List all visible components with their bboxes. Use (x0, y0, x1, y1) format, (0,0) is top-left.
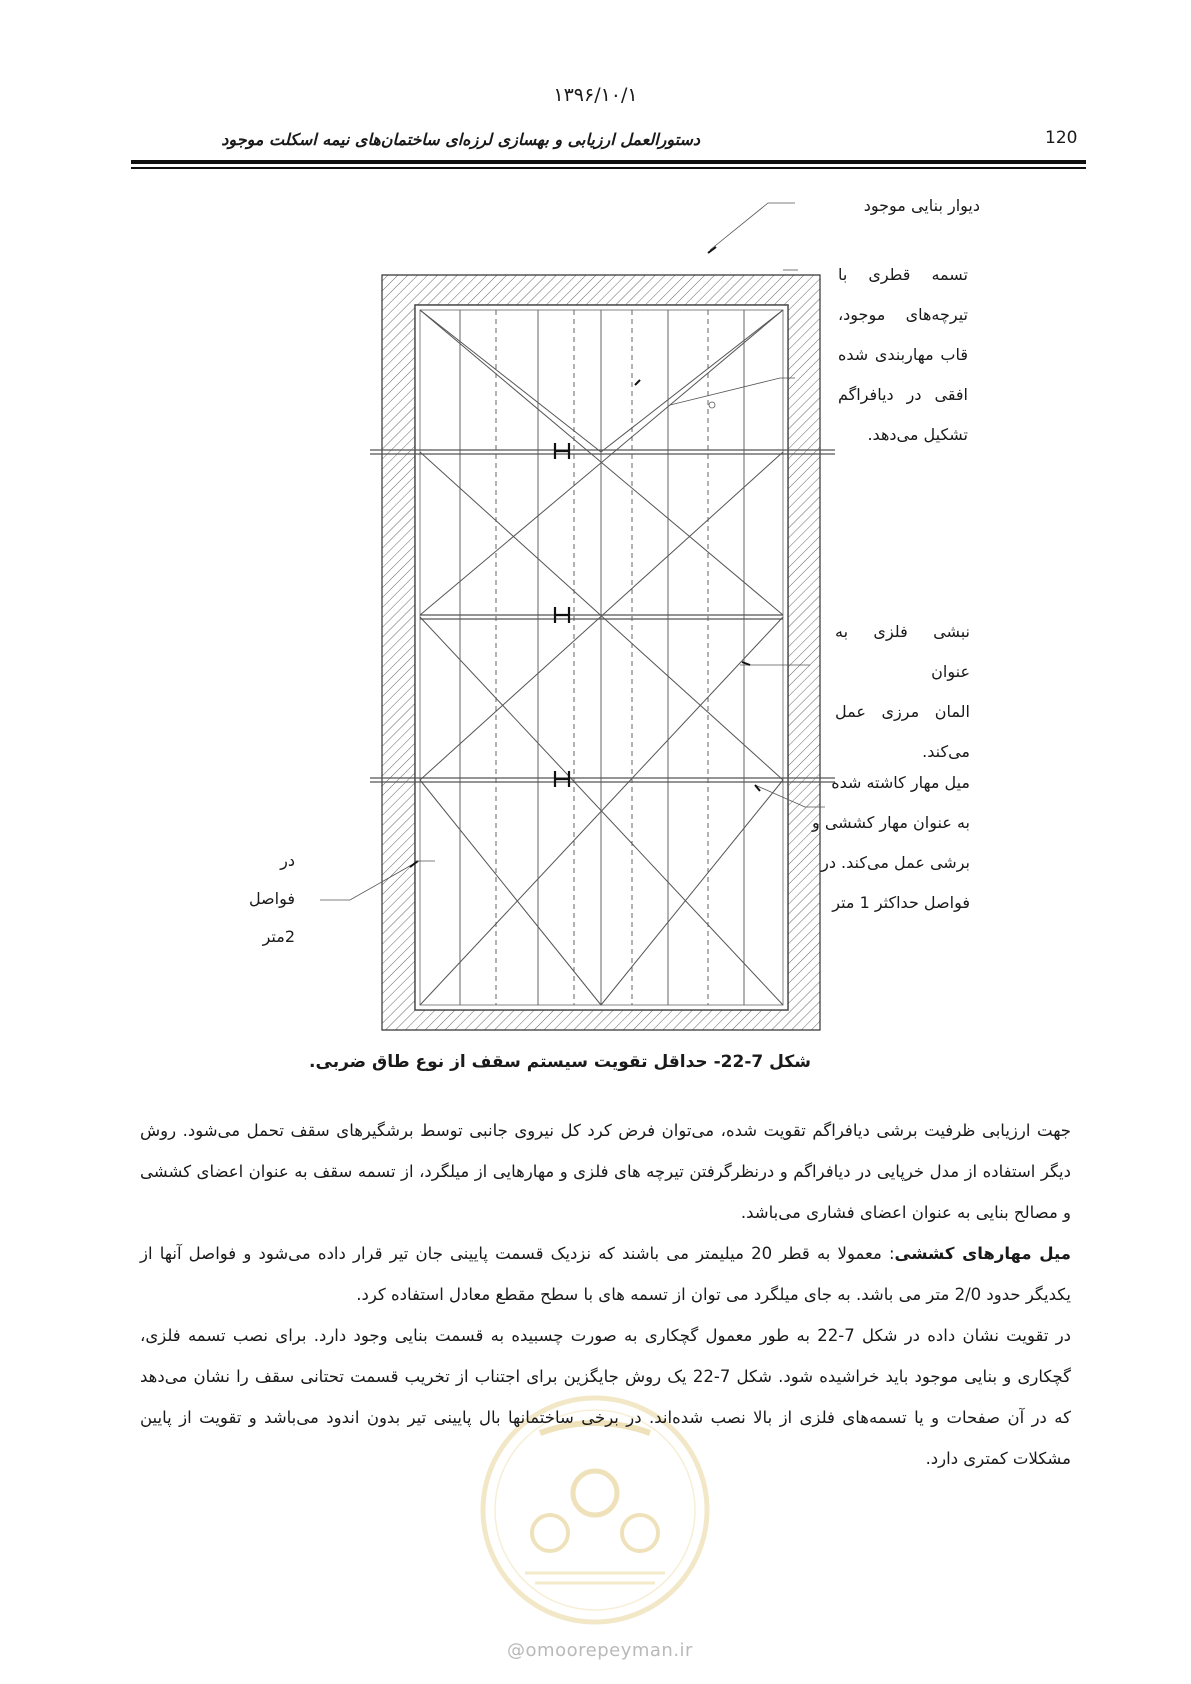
label-diagonal-strap (838, 255, 968, 455)
header-rule-thin (131, 167, 1086, 169)
label-angle (835, 612, 970, 772)
body-text (140, 1110, 1071, 1479)
paragraph-3: در تقویت نشان داده در شکل 7-22 به طور معمول گچکاری به صورت چسبیده به قسمت بنایی وجود دارد. برای نصب تسمه فلزی، گچکاری و بنایی موجود باید خراشیده شود. شکل 7-22 یک روش جایگزین برای اجتناب از تخریب قسمت تحتانی سقف را نشان می‌دهد که در آن صفحات و یا تسمه‌های فلزی از بالا نصب شده‌اند. در برخی ساختمانها بال پایینی تیر بدون اندود می‌باشد و تقویت از پایین مشکلات کمتری دارد. (140, 1326, 1072, 1468)
label-line: برشی عمل می‌کند. در (821, 853, 970, 872)
label-line: قاب مهاربندی شده (838, 345, 968, 364)
label-line: میل مهار کاشته شده (831, 773, 970, 792)
watermark-url: @omoorepeyman.ir (507, 1640, 693, 1661)
label-tie-rod (800, 763, 970, 923)
label-line: 2متر (262, 927, 295, 946)
label-line: نبشی فلزی به عنوان (835, 622, 970, 681)
paragraph-2-heading: میل مهارهای کششی (894, 1244, 1071, 1263)
page-number: 120 (1045, 128, 1078, 148)
label-line: تشکیل می‌دهد. (867, 425, 968, 444)
label-line: به عنوان مهار کششی و (812, 813, 970, 832)
figure-caption: شکل 7-22- حداقل تقویت سیستم سقف از نوع طاق ضربی. (309, 1052, 811, 1072)
label-line: می‌کند. (922, 742, 970, 761)
label-line: المان مرزی عمل (835, 702, 970, 721)
label-spacing (225, 842, 295, 956)
label-line: تسمه قطری با (838, 265, 968, 284)
label-wall: دیوار بنایی موجود (863, 196, 980, 215)
header-rule-thick (131, 160, 1086, 164)
date: ۱۳۹۶/۱۰/۱ (553, 84, 638, 106)
label-line: در (280, 851, 295, 870)
label-line: افقی در دیافراگم (838, 385, 968, 404)
paragraph-1: جهت ارزیابی ظرفیت برشی دیافراگم تقویت شده، می‌توان فرض کرد کل نیروی جانبی توسط برشگیرهای سقف تحمل می‌شود. روش دیگر استفاده از مدل خرپایی در دیافراگم و درنظرگرفتن تیرچه های فلزی و مهارهایی از میلگرد، از تسمه سقف به عنوان اعضای کششی و مصالح بنایی به عنوان اعضای فشاری می‌باشد. (140, 1121, 1071, 1222)
running-title: دستورالعمل ارزیابی و بهسازی لرزه‌ای ساختمان‌های نیمه اسکلت موجود (221, 130, 700, 149)
label-line: فواصل حداکثر 1 متر (832, 893, 970, 912)
label-line: تیرچه‌های موجود، (838, 305, 968, 324)
paragraph-2-text: : معمولا به قطر 20 میلیمتر می باشند که نزدیک قسمت پایینی جان تیر قرار داده می‌شود و فواصل آنها از یکدیگر حدود 2/0 متر می باشد. به جای میلگرد می توان از تسمه های با سطح مقطع معادل استفاده کرد. (140, 1244, 1071, 1304)
label-line: فواصل (248, 889, 295, 908)
paragraph-2 (140, 1233, 1071, 1315)
